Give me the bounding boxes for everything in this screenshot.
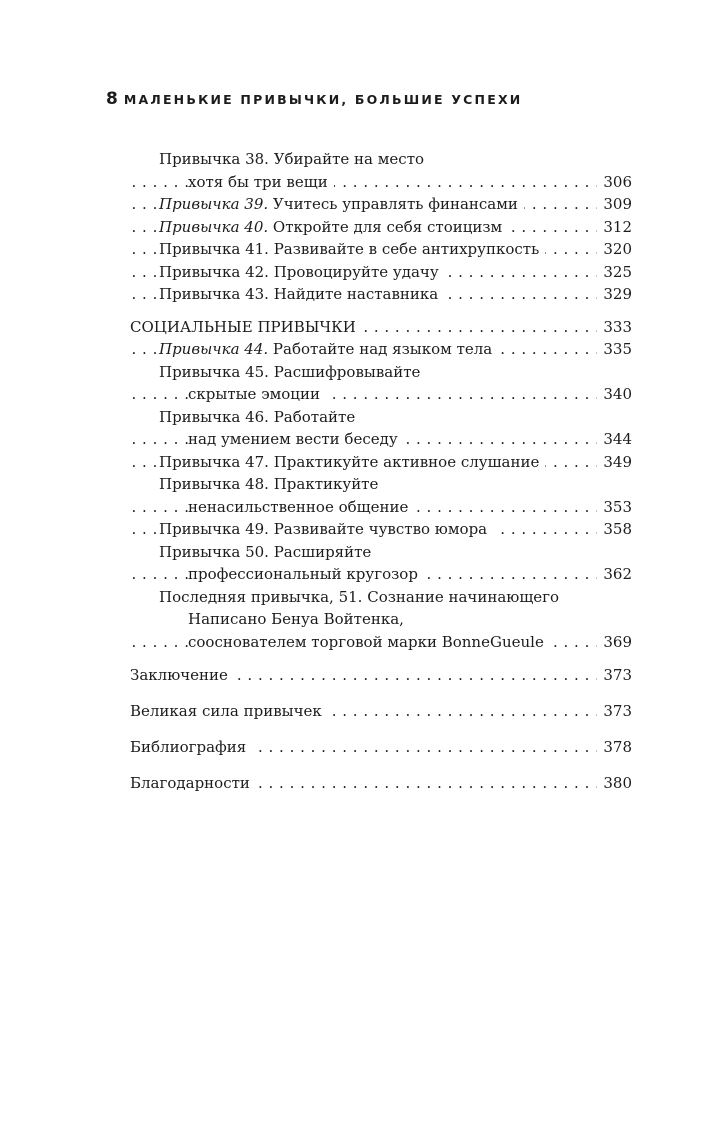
toc-entry-38-cont: . . . хотя бы три вещи 306 [130, 171, 632, 194]
toc-entry-38: Привычка 38. Убирайте на место [130, 148, 632, 171]
toc-section-conclusion: . . . Заключение 373 [130, 663, 632, 687]
toc-entry-45: Привычка 45. Расшифровывайте [130, 361, 632, 384]
toc-entry-48: Привычка 48. Практикуйте [130, 473, 632, 496]
toc-entry-40: . . . Привычка 40. Откройте для себя стоицизм 312 [130, 216, 632, 239]
toc-entry-44: . . . Привычка 44. Работайте над языком тела 335 [130, 338, 632, 361]
toc-entry-50-cont: . . . профессиональный кругозор 362 [130, 563, 632, 586]
toc-entry-41: . . . Привычка 41. Развивайте в себе антихрупкость 320 [130, 238, 632, 261]
running-header [106, 89, 522, 109]
toc-section-bibliography: . . . Библиография 378 [130, 735, 632, 759]
toc-entry-50: Привычка 50. Расширяйте [130, 541, 632, 564]
page-ref: 362 [597, 563, 632, 586]
toc-entry-45-cont: . . . скрытые эмоции 340 [130, 383, 632, 406]
page-ref: 373 [597, 663, 632, 687]
toc-section-power: . . . Великая сила привычек 373 [130, 699, 632, 723]
toc-entry-51-author: Написано Бенуа Войтенка, [130, 608, 632, 631]
table-of-contents [130, 148, 632, 795]
page-ref: 353 [597, 496, 632, 519]
page-ref: 378 [597, 735, 632, 759]
page-ref: 369 [597, 631, 632, 654]
toc-section-social: . . . СОЦИАЛЬНЫЕ ПРИВЫЧКИ 333 [130, 316, 632, 339]
page-ref: 333 [597, 316, 632, 339]
book-title: МАЛЕНЬКИЕ ПРИВЫЧКИ, БОЛЬШИЕ УСПЕХИ [123, 92, 523, 107]
page-ref: 373 [597, 699, 632, 723]
page-ref: 349 [597, 451, 632, 474]
page-ref: 380 [597, 771, 632, 795]
toc-entry-48-cont: . . . ненасильственное общение 353 [130, 496, 632, 519]
page-ref: 358 [597, 518, 632, 541]
toc-entry-51-cont: . . . сооснователем торговой марки BonneGueule 369 [130, 631, 632, 654]
toc-section-thanks: . . . Благодарности 380 [130, 771, 632, 795]
toc-entry-47: . . . Привычка 47. Практикуйте активное слушание 349 [130, 451, 632, 474]
toc-entry-46: Привычка 46. Работайте [130, 406, 632, 429]
toc-entry-49: . . . Привычка 49. Развивайте чувство юмора 358 [130, 518, 632, 541]
toc-entry-42: . . . Привычка 42. Провоцируйте удачу 325 [130, 261, 632, 284]
toc-entry-43: . . . Привычка 43. Найдите наставника 329 [130, 283, 632, 306]
page-ref: 329 [597, 283, 632, 306]
page-ref: 335 [597, 338, 632, 361]
toc-entry-51: Последняя привычка, 51. Сознание начинающего [130, 586, 632, 609]
page-ref: 309 [597, 193, 632, 216]
toc-entry-46-cont: . . . над умением вести беседу 344 [130, 428, 632, 451]
page-ref: 312 [597, 216, 632, 239]
toc-entry-39: . . . Привычка 39. Учитесь управлять финансами 309 [130, 193, 632, 216]
page-ref: 320 [597, 238, 632, 261]
page-ref: 344 [597, 428, 632, 451]
page-number: 8 [106, 89, 118, 109]
page-ref: 306 [597, 171, 632, 194]
page-ref: 325 [597, 261, 632, 284]
page-ref: 340 [597, 383, 632, 406]
